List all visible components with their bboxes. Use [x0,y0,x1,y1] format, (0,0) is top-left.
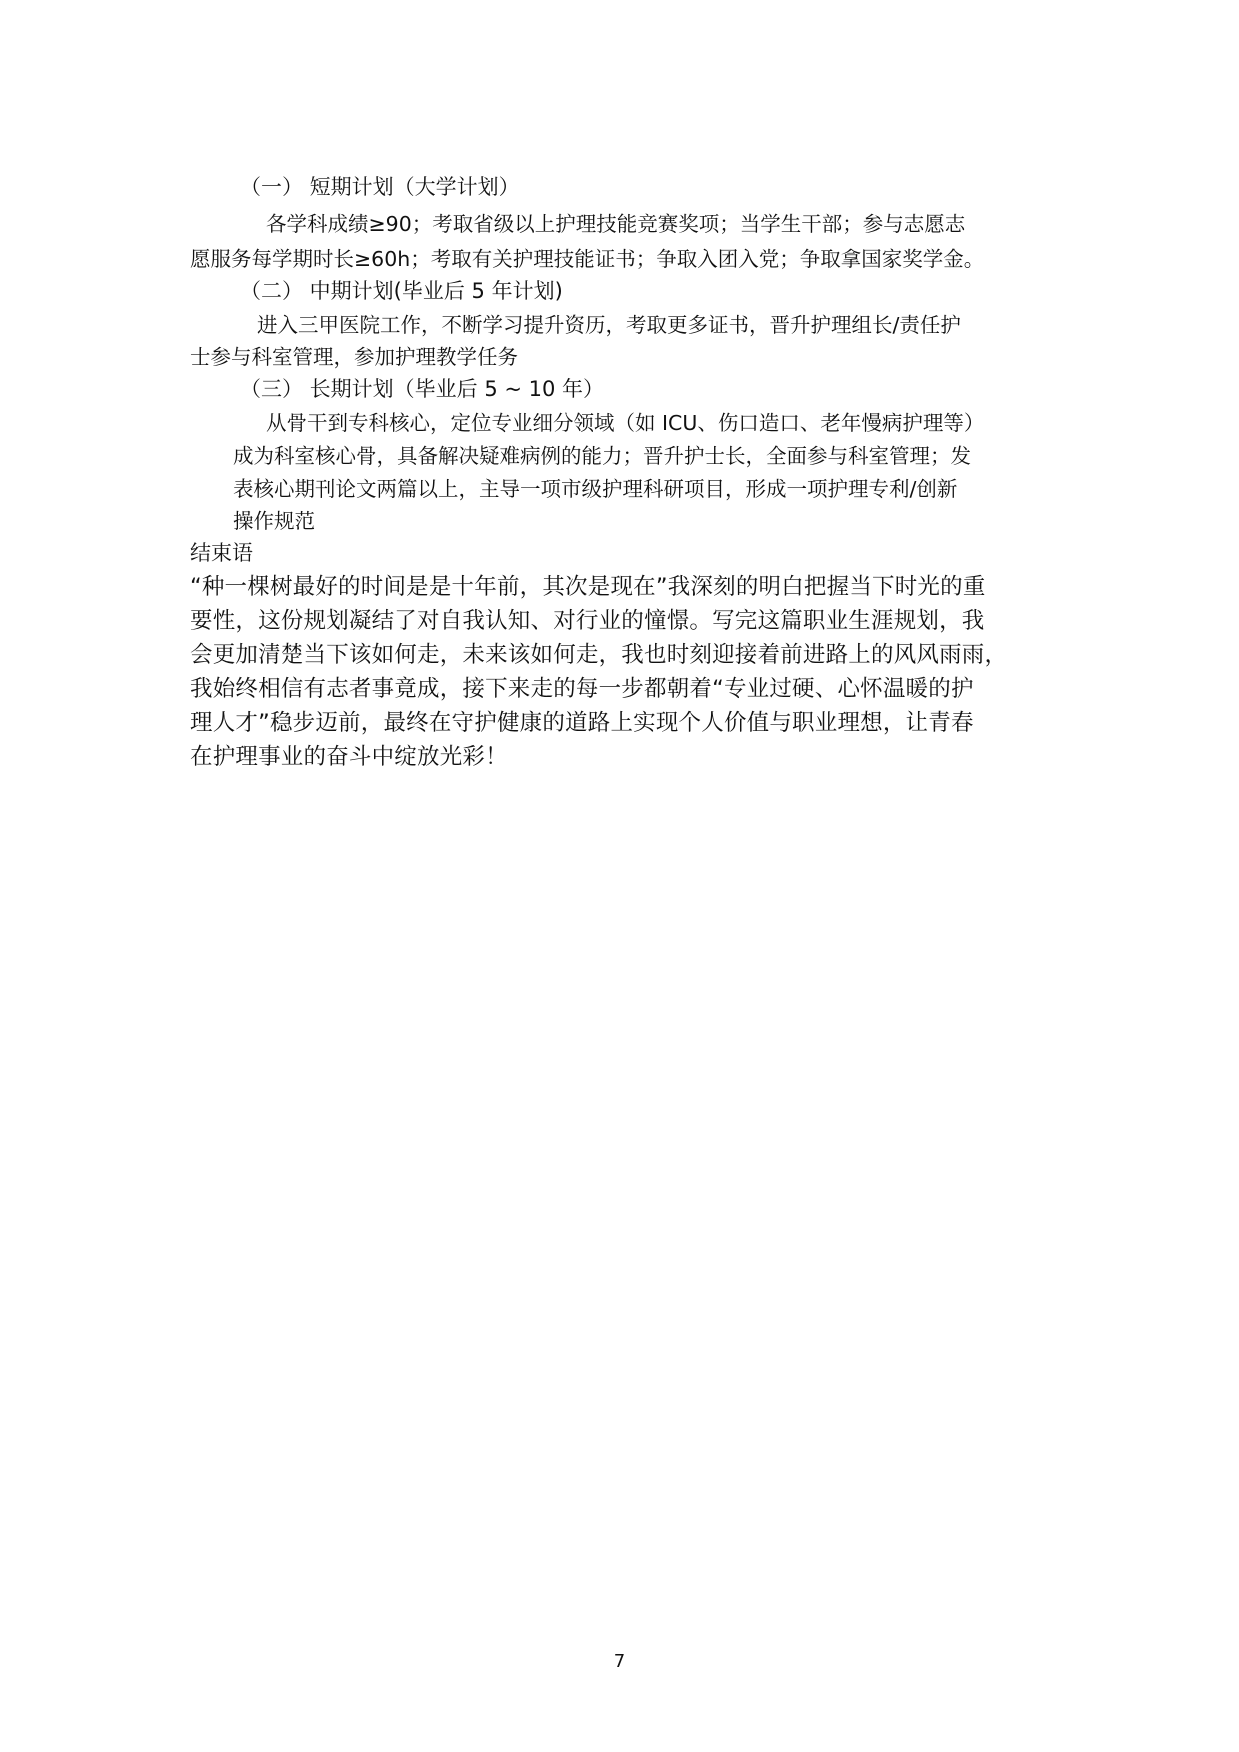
conclusion-line-1: “种一棵树最好的时间是是十年前，其次是现在”我深刻的明白把握当下时光的重 [190,574,986,600]
conclusion-line-5: 理人才”稳步迈前，最终在守护健康的道路上实现个人价值与职业理想，让青春 [190,710,974,736]
long-term-body-line-4: 操作规范 [233,509,315,533]
mid-term-body-line-2: 士参与科室管理，参加护理教学任务 [190,345,518,369]
short-term-body-line-1: 各学科成绩≥90；考取省级以上护理技能竞赛奖项；当学生干部；参与志愿志 [266,212,966,236]
section-heading-mid-term: （二） 中期计划(毕业后 5 年计划) [240,279,563,303]
long-term-body-line-3: 表核心期刊论文两篇以上，主导一项市级护理科研项目，形成一项护理专利/创新 [233,477,958,501]
conclusion-line-3: 会更加清楚当下该如何走，未来该如何走，我也时刻迎接着前进路上的风风雨雨， [190,642,1008,668]
short-term-body-line-2: 愿服务每学期时长≥60h；考取有关护理技能证书；争取入团入党；争取拿国家奖学金。 [190,247,985,271]
conclusion-line-6: 在护理事业的奋斗中绽放光彩！ [190,744,508,770]
section-heading-short-term: （一） 短期计划（大学计划） [240,175,520,199]
section-heading-long-term: （三） 长期计划（毕业后 5 ~ 10 年） [240,377,605,401]
long-term-body-line-1: 从骨干到专科核心，定位专业细分领域（如 ICU、伤口造口、老年慢病护理等） [266,411,985,435]
conclusion-title: 结束语 [190,541,253,565]
long-term-body-line-2: 成为科室核心骨，具备解决疑难病例的能力；晋升护士长，全面参与科室管理；发 [233,444,971,468]
mid-term-body-line-1: 进入三甲医院工作，不断学习提升资历，考取更多证书，晋升护理组长/责任护 [257,313,961,337]
conclusion-line-4: 我始终相信有志者事竟成，接下来走的每一步都朝着“专业过硬、心怀温暖的护 [190,676,974,702]
page-number: 7 [613,1651,626,1672]
conclusion-line-2: 要性，这份规划凝结了对自我认知、对行业的憧憬。写完这篇职业生涯规划，我 [190,608,985,634]
